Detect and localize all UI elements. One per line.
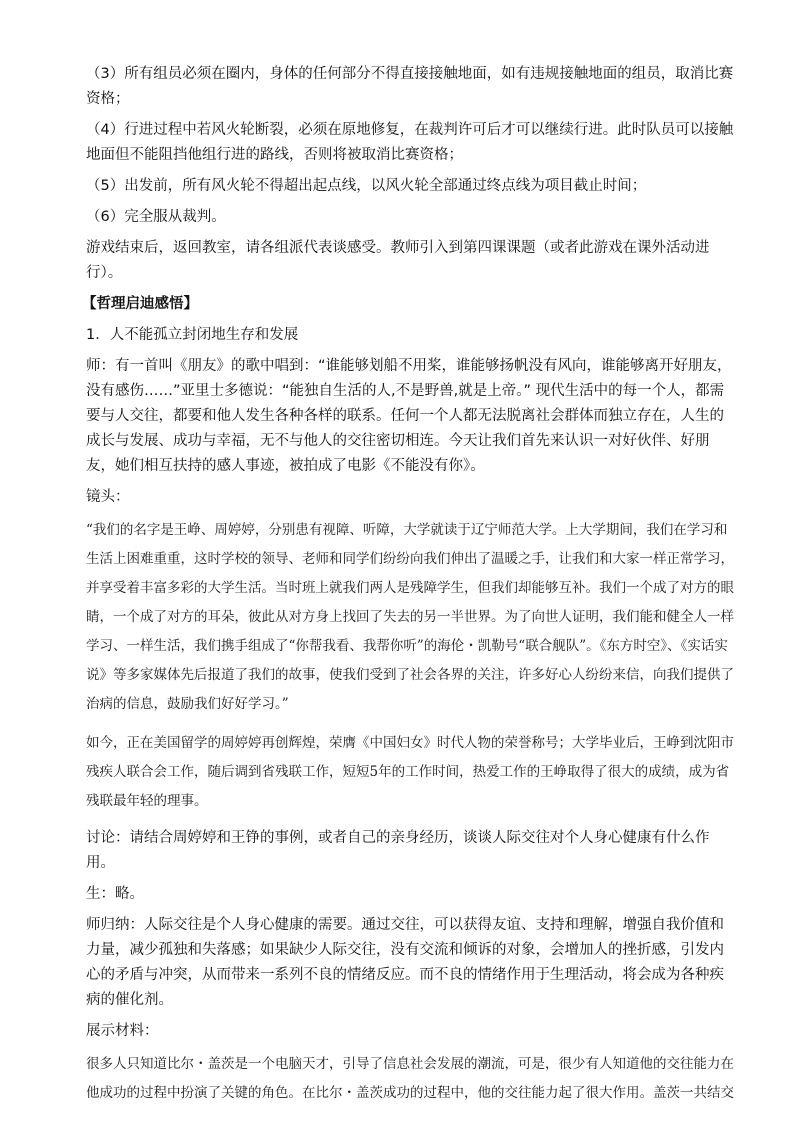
after-game-paragraph: 游戏结束后，返回教室，请各组派代表谈感受。教师引入到第四课课题（或者此游戏在课外活动进行）。 — [86, 240, 710, 281]
rule-5: （5）出发前，所有风火轮不得超出起点线，以风火轮全部通过终点线为项目截止时间； — [86, 178, 647, 194]
rule-4: （4）行进过程中若风火轮断裂，必须在原地修复，在裁判许可后才可以继续行进。此时队员可以接触地面但不能阻挡他组行进的路线，否则将被取消比赛资格； — [86, 122, 734, 163]
material-text: 很多人只知道比尔・盖茨是一个电脑天才，引导了信息社会发展的潮流，可是，很少有人知道他的交往能力在他成功的过程中扮演了关键的角色。在比尔・盖茨成功的过程中，他的交往能力起了很大作用。盖茨一共结交 — [86, 1056, 734, 1101]
teacher-summary: 师归纳：人际交往是个人身心健康的需要。通过交往，可以获得友谊、支持和理解，增强自我价值和力量，减少孤独和失落感；如果缺少人际交往，没有交流和倾诉的对象，会增加人的挫折感，引发内心的矛盾与冲突，从而带来一系列不良的情绪反应。而不良的情绪作用于生理活动，将会成为各种疾病的催化剂。 — [86, 917, 724, 1008]
section-heading: 【哲理启迪感悟】 — [82, 296, 198, 312]
student-response: 生：略。 — [86, 886, 144, 902]
quote-1: “我们的名字是王峥、周婷婷，分别患有视障、听障，大学就读于辽宁师范大学。上大学期间，我们在学习和生活上困难重重，这时学校的领导、老师和同学们纷纷向我们伸出了温暖之手，让我们和大家一样正常学习，并享受着丰富多彩的大学生活。当时班上就我们两人是残障学生，但我们却能够互补。我们一个成了对方的眼睛，一个成了对方的耳朵，彼此从对方身上找回了失去的另一半世界。为了向世人证明，我们能和健全人一样学习、一样生活，我们携手组成了“你帮我看、我帮你听”的海伦・凯勒号“联合舰队”。《东方时空》、《实话实说》等多家媒体先后报道了我们的故事，使我们受到了社会各界的关注，许多好心人纷纷来信，向我们提供了治病的信息，鼓励我们好好学习。” — [86, 522, 734, 712]
teacher-intro: 师：有一首叫《朋友》的歌中唱到：“谁能够划船不用桨，谁能够扬帆没有风向，谁能够离开好朋友，没有感伤……”亚里士多德说：“能独自生活的人,不是野兽,就是上帝。” 现代生活中的每一个人，都需要与人交往，都要和他人发生各种各样的联系。任何一个人都无法脱离社会群体而独立存在，人生的成长与发展、成功与幸福，无不与他人的交往密切相连。今天让我们首先来认识一对好伙伴、好朋友，她们相互扶持的感人事迹，被拍成了电影《不能没有你》。 — [86, 358, 732, 474]
material-label: 展示材料： — [86, 1023, 159, 1039]
quote-2: 如今，正在美国留学的周婷婷再创辉煌，荣膺《中国妇女》时代人物的荣誉称号；大学毕业后，王峥到沈阳市残疾人联合会工作，随后调到省残联工作，短短5年的工作时间，热爱工作的王峥取得了很大的成绩，成为省残联最年轻的理事。 — [86, 735, 734, 809]
rule-6: （6）完全服从裁判。 — [86, 209, 226, 225]
discussion: 讨论：请结合周婷婷和王铮的事例，或者自己的亲身经历，谈谈人际交往对个人身心健康有什么作用。 — [86, 830, 710, 871]
subheading: 1．人不能孤立封闭地生存和发展 — [86, 327, 299, 343]
shot-label: 镜头： — [86, 489, 130, 505]
rule-3: （3）所有组员必须在圈内，身体的任何部分不得直接接触地面，如有违规接触地面的组员，取消比赛资格； — [86, 66, 734, 107]
